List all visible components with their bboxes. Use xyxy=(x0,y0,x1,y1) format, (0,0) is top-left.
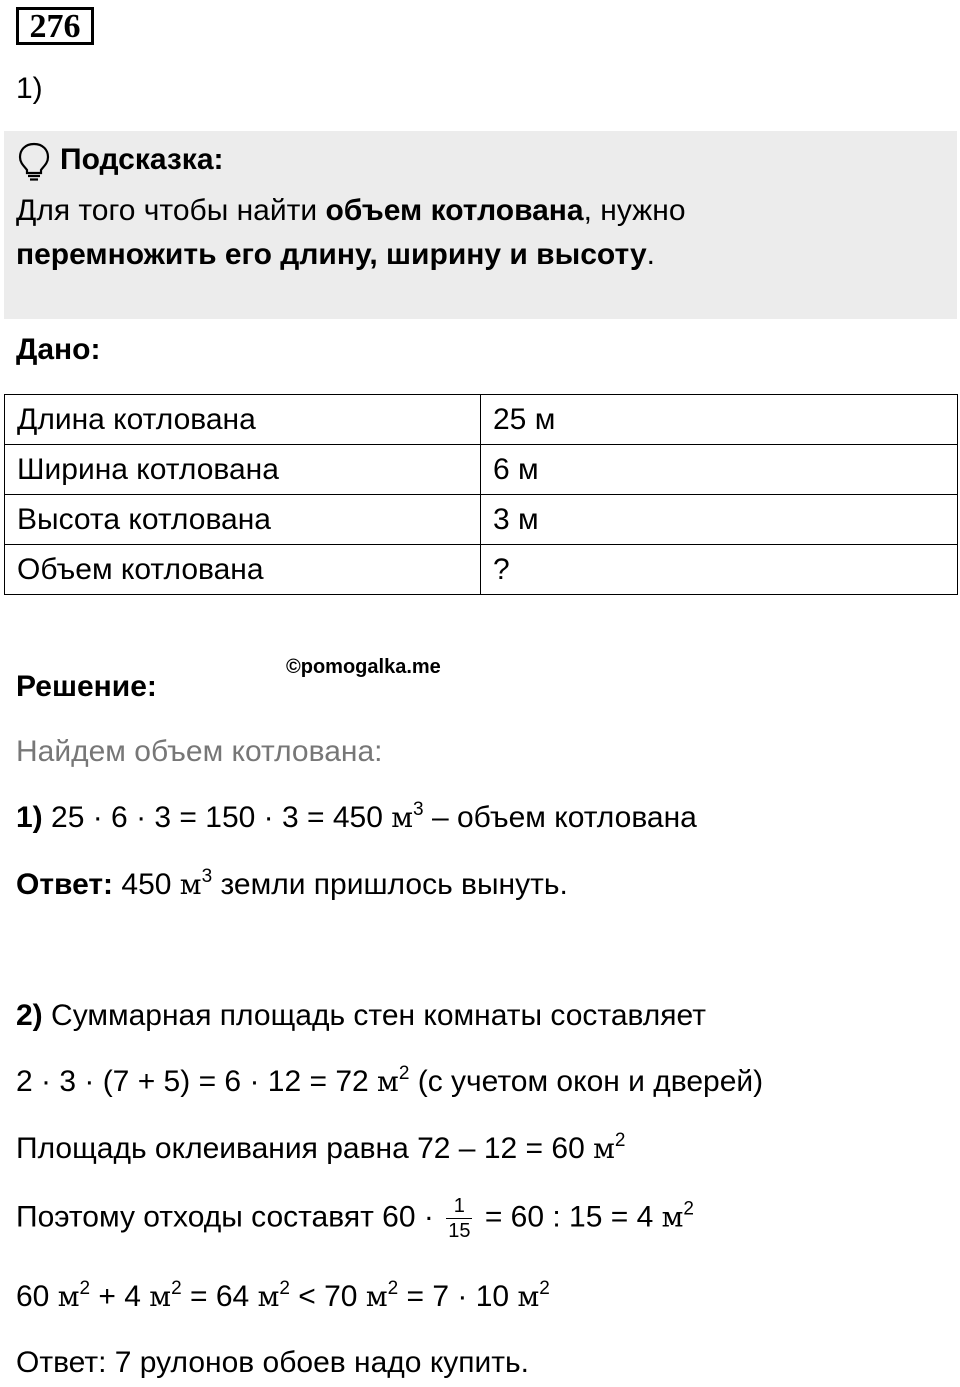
table-cell-name: Объем котлована xyxy=(5,545,481,595)
part-2-line-3: Площадь оклеивания равна 72 – 12 = 60 $м^2$ xyxy=(16,1130,626,1165)
part-2-line-2: 2 · 3 · (7 + 5) = 6 · 12 = 72 $м^2$ (с учетом окон и дверей) xyxy=(16,1063,764,1098)
table-cell-value: ? xyxy=(481,545,958,595)
part-2-line-5: 60 $м^2 + 4$ $м^2 = 64$ $м^2 < 70$ $м^2 = 7 \cdot 10$ $м^2$ xyxy=(16,1278,550,1313)
task-number: 276 xyxy=(16,7,94,45)
table-row xyxy=(5,495,958,545)
part-2-line-1: 2) Суммарная площадь стен комнаты составляет xyxy=(16,999,706,1032)
given-table xyxy=(4,394,958,595)
watermark: ©pomogalka.me xyxy=(286,656,441,678)
lightbulb-icon xyxy=(16,141,52,181)
hint-title: Подсказка: xyxy=(60,143,224,176)
table-cell-name: Ширина котлована xyxy=(5,445,481,495)
table-cell-value: 6 м xyxy=(481,445,958,495)
table-row xyxy=(5,445,958,495)
table-cell-name: Высота котлована xyxy=(5,495,481,545)
table-cell-value: 25 м xyxy=(481,395,958,445)
hint-line-1: Для того чтобы найти объем котлована, нужно xyxy=(16,194,686,227)
solution-label: Решение: xyxy=(16,670,157,703)
fraction: $\frac{1}{15}$ xyxy=(448,1195,471,1242)
hint-line-2: перемножить его длину, ширину и высоту. xyxy=(16,238,655,271)
table-cell-name: Длина котлована xyxy=(5,395,481,445)
answer-2: Ответ: 7 рулонов обоев надо купить. xyxy=(16,1346,529,1379)
table-cell-value: 3 м xyxy=(481,495,958,545)
given-label: Дано: xyxy=(16,333,101,366)
table-row xyxy=(5,395,958,445)
solution-intro: Найдем объем котлована: xyxy=(16,735,383,768)
solution-step-1: 1) 25 · 6 · 3 = 150 · 3 = 450 $м^3$ – объем котлована xyxy=(16,799,697,834)
table-row xyxy=(5,545,958,595)
part-1-label: 1) xyxy=(16,72,43,105)
answer-1: Ответ: 450 $м^3$ земли пришлось вынуть. xyxy=(16,866,568,901)
part-2-line-4: Поэтому отходы составят 60 · $\frac{1}{15}$ = 60 : 15 = 4 $м^2$ xyxy=(16,1195,694,1242)
